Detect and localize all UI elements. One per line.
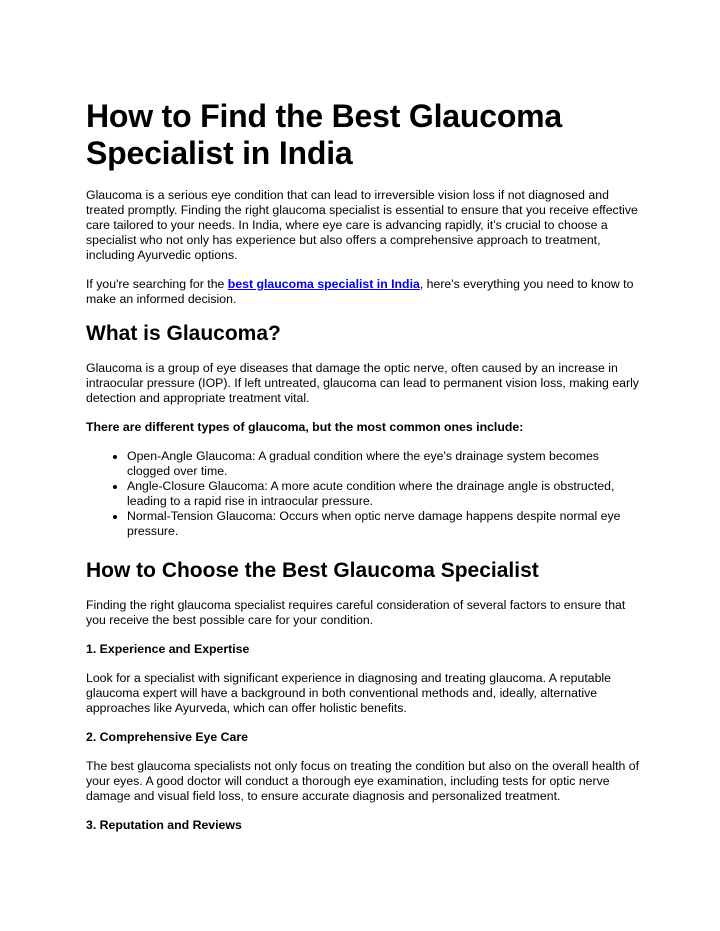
subheading-experience: 1. Experience and Expertise: [86, 642, 250, 656]
section-heading-choose: How to Choose the Best Glaucoma Specialist: [86, 559, 539, 582]
experience-paragraph: Look for a specialist with significant experience in diagnosing and treating glaucoma. A reputable glaucoma expert will have a background in both conventional methods and, ideally, alternative approaches like Ayurveda, which can offer holistic benefits.: [86, 671, 611, 715]
page-title: How to Find the Best Glaucoma Specialist in India: [86, 98, 563, 171]
comprehensive-care-paragraph: The best glaucoma specialists not only focus on treating the condition but also on the overall health of your eyes. A good doctor will conduct a thorough eye examination, including tests for optic nerve damage and visual field loss, to ensure accurate diagnosis and personalized treatment.: [86, 759, 640, 803]
intro-paragraph: Glaucoma is a serious eye condition that can lead to irreversible vision loss if not diagnosed and treated promptly. Finding the right glaucoma specialist is essential to ensure that you receive effective care tailored to your needs. In India, where eye care is advancing rapidly, it’s crucial to choose a specialist who not only has experience but also offers a comprehensive approach to treatment, including Ayurvedic options.: [86, 188, 638, 262]
section-heading-what-is: What is Glaucoma?: [86, 322, 281, 345]
list-item: • Open-Angle Glaucoma: A gradual condition where the eye's drainage system becomes clogged over time.: [127, 449, 640, 479]
types-list: [86, 449, 640, 539]
search-text-before: If you're searching for the: [86, 277, 228, 291]
subheading-comprehensive-care: 2. Comprehensive Eye Care: [86, 730, 248, 744]
list-item: • Angle-Closure Glaucoma: A more acute condition where the drainage angle is obstructed, leading to a rapid rise in intraocular pressure.: [127, 479, 640, 509]
search-text-after: , here's everything you need to know to make an informed decision.: [86, 277, 634, 306]
subheading-reputation: 3. Reputation and Reviews: [86, 818, 242, 832]
list-item: • Normal-Tension Glaucoma: Occurs when optic nerve damage happens despite normal eye pressure.: [127, 509, 640, 539]
what-is-paragraph: Glaucoma is a group of eye diseases that damage the optic nerve, often caused by an increase in intraocular pressure (IOP). If left untreated, glaucoma can lead to permanent vision loss, making early detection and appropriate treatment vital.: [86, 361, 639, 405]
search-paragraph: [86, 277, 640, 307]
types-intro: There are different types of glaucoma, but the most common ones include:: [86, 420, 524, 434]
specialist-link[interactable]: best glaucoma specialist in India: [227, 277, 420, 291]
choose-paragraph: Finding the right glaucoma specialist requires careful consideration of several factors to ensure that you receive the best possible care for your condition.: [86, 598, 626, 627]
